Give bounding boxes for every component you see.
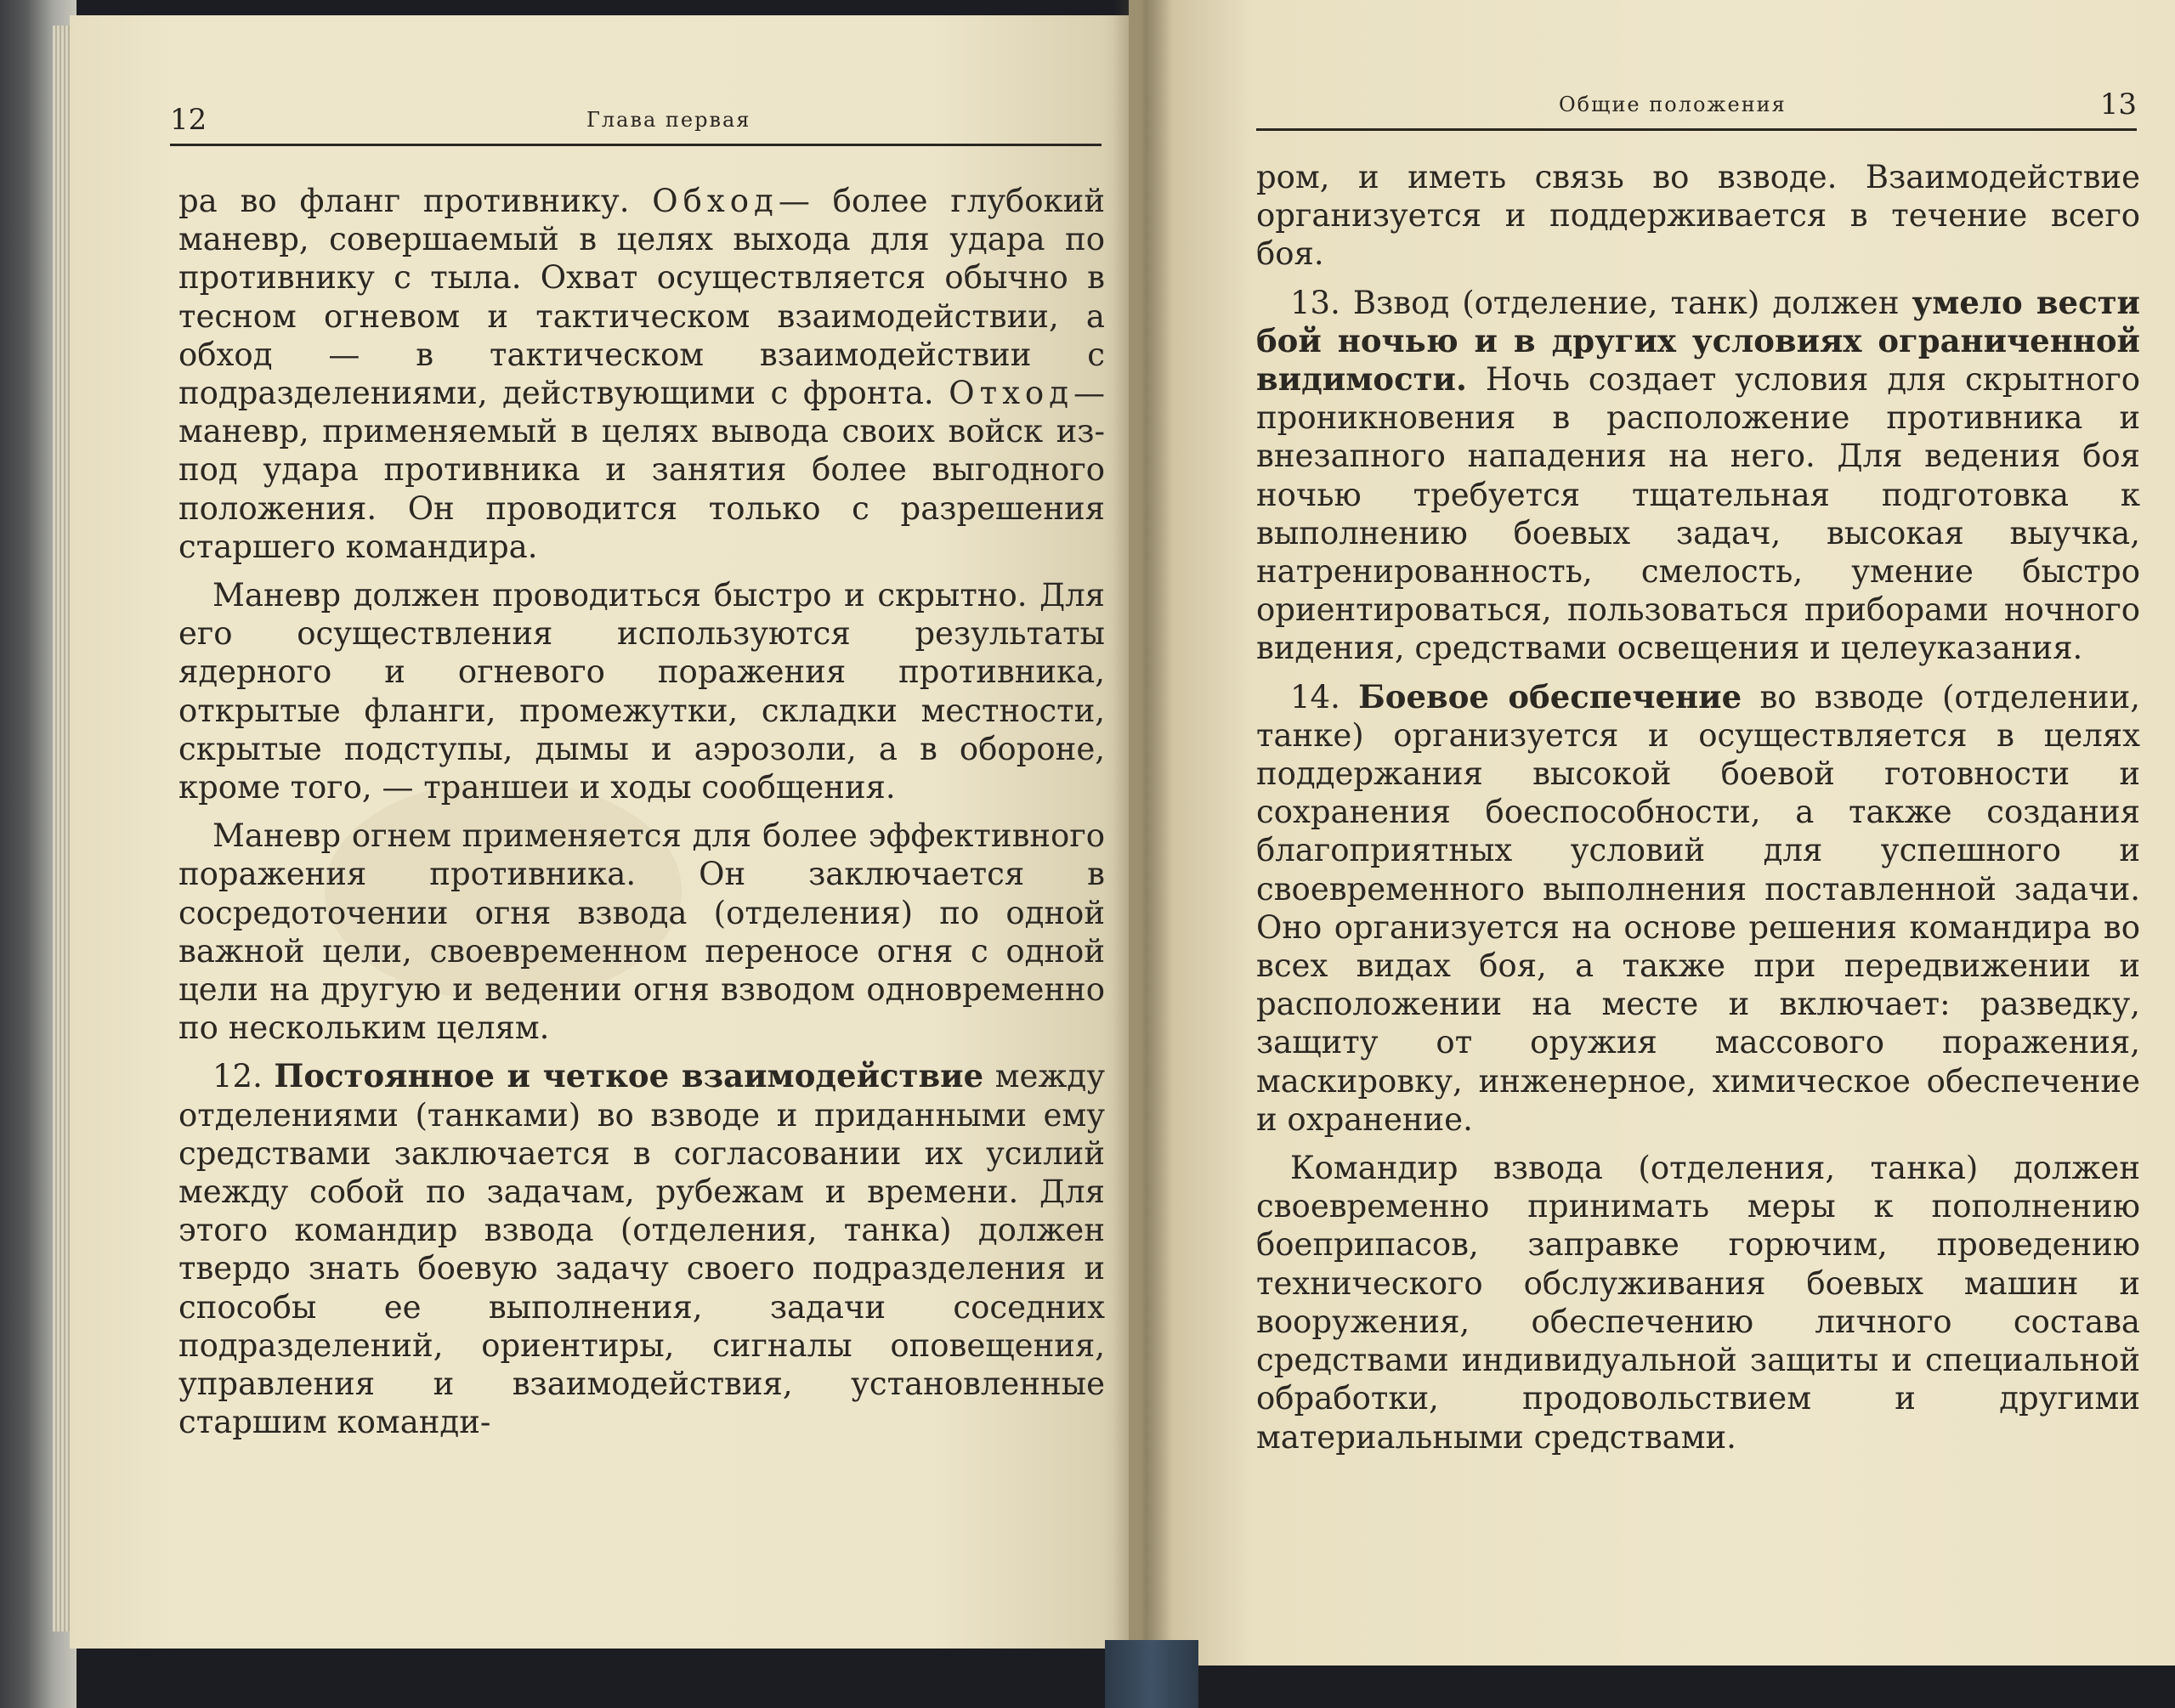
term-otkhod: Отход bbox=[949, 375, 1073, 412]
book-spine bbox=[1105, 1640, 1198, 1708]
book-gutter bbox=[1113, 0, 1173, 1666]
left-page-number: 12 bbox=[170, 103, 207, 137]
left-p1-text-5: — маневр, применяемый в целях вывода своих войск из-под удара противника и занятия более выгодного положения. Он проводится только с разрешения старшего командира. bbox=[178, 375, 1105, 565]
right-running-title: Общие положения bbox=[1559, 93, 1787, 116]
left-p1-text-3: — более глубокий маневр, совершаемый в целях выхода для удара по противнику с тыла. Охват осуществляется обычно в тесном огневом и тактическом взаимодействии, а обход — в тактическом взаимодействии с подразделениями, действующими с фронта. bbox=[178, 183, 1106, 412]
left-running-title: Глава первая bbox=[586, 108, 751, 132]
right-page-header bbox=[1256, 81, 2137, 131]
right-paragraph-4: Командир взвода (отделения, танка) должен своевременно принимать меры к пополнению боеприпасов, заправке горючим, проведению технического обслуживания боевых машин и вооружения, обеспечению личного состава средствами индивидуальной защиты и специальной обработки, продовольствием и другими материальными средствами. bbox=[1256, 1150, 2140, 1456]
section-13-number: 13. bbox=[1290, 284, 1353, 321]
right-page bbox=[1129, 0, 2175, 1666]
left-paragraph-3: Маневр огнем применяется для более эффективного поражения противника. Он заключается в сосредоточении огня взвода (отделения) по одной важной цели, своевременном переносе огня с одной цели на другую и ведении огня взводом одновременно по нескольким целям. bbox=[178, 817, 1105, 1047]
section-12-number: 12. bbox=[212, 1058, 275, 1095]
term-obkhod: Обход bbox=[652, 183, 779, 219]
left-paragraph-2: Маневр должен проводиться быстро и скрытно. Для его осуществления используются результаты ядерного и огневого поражения противника, открытые фланги, промежутки, складки местности, скрытые подступы, дымы и аэрозоли, а в обороне, кроме того, — траншеи и ходы сообщения. bbox=[178, 577, 1105, 806]
section-14-text: во взводе (отделении, танке) организуется и осуществляется в целях поддержания высокой боевой готовности и сохранения боеспособности, а также создания благоприятных условий для успешного и своевременного выполнения поставленной задачи. Оно организуется на основе решения командира во всех видах боя, а также при передвижении и расположении на месте и включает: разведку, защиту от оружия массового поражения, маскировку, инженерное, химическое обеспечение и охранение. bbox=[1256, 678, 2140, 1138]
left-p1-text-1: ра во фланг противнику. bbox=[178, 183, 653, 219]
right-page-body bbox=[1256, 158, 2140, 1467]
right-paragraph-1: ром, и иметь связь во взводе. Взаимодействие организуется и поддерживается в течение всего боя. bbox=[1256, 159, 2140, 273]
section-14-number: 14. bbox=[1290, 678, 1359, 715]
left-paragraph-1 bbox=[178, 182, 1105, 566]
section-13-text: Ночь создает условия для скрытного проникновения в расположение противника и внезапного нападения на него. Для ведения боя ночью требуется тщательная подготовка к выполнению боевых задач, высокая выучка, натренированность, смелость, умение быстро ориентироваться, пользоваться приборами ночного видения, средствами освещения и целеуказания. bbox=[1256, 361, 2140, 667]
section-12-text: между отделениями (танками) во взводе и приданными ему средствами заключается в согласовании их усилий между собой по задачам, рубежам и времени. Для этого командир взвода (отделения, танка) должен твердо знать боевую задачу своего подразделения и способы ее выполнения, задачи соседних подразделений, ориентиры, сигналы оповещения, управления и взаимодействия, установленные старшим команди- bbox=[178, 1058, 1105, 1441]
section-13-heading: умело вести бой ночью и в других условиях ограниченной видимости. bbox=[1256, 283, 2140, 399]
section-12-paragraph bbox=[178, 1057, 1105, 1441]
left-page bbox=[70, 15, 1147, 1649]
section-14-paragraph bbox=[1256, 678, 2140, 1139]
section-12-heading: Постоянное и четкое взаимодействие bbox=[274, 1057, 984, 1095]
section-14-heading: Боевое обеспечение bbox=[1358, 677, 1742, 715]
section-13-lead: Взвод (отделение, танк) должен bbox=[1352, 284, 1912, 321]
left-page-body bbox=[178, 182, 1105, 1452]
section-13-paragraph bbox=[1256, 284, 2140, 668]
right-page-number: 13 bbox=[2099, 88, 2137, 122]
left-page-header bbox=[170, 96, 1102, 146]
